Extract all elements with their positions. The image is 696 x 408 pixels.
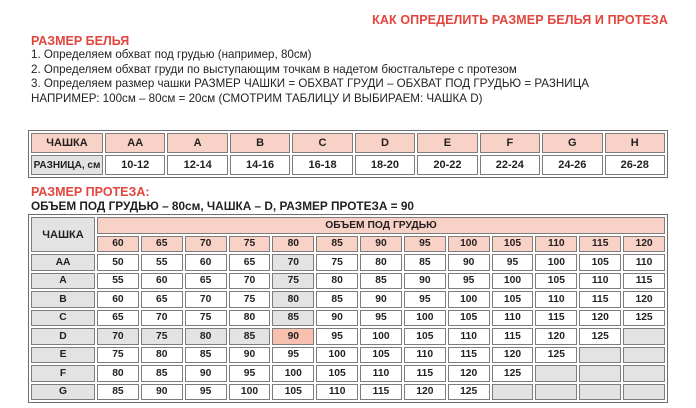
size-value-cell: 110 bbox=[623, 254, 665, 271]
difference-value-cell: 10-12 bbox=[105, 155, 165, 175]
size-value-cell: 105 bbox=[492, 291, 534, 308]
size-value-cell: 90 bbox=[141, 384, 183, 401]
size-value-cell: 105 bbox=[272, 384, 314, 401]
cup-table-header-cell: F bbox=[480, 133, 540, 153]
size-value-cell: 60 bbox=[141, 273, 183, 290]
size-value-cell: 115 bbox=[448, 347, 490, 364]
size-table-corner-cell: ЧАШКА bbox=[31, 217, 95, 252]
size-value-cell: 85 bbox=[360, 273, 402, 290]
size-table-row bbox=[31, 328, 665, 345]
size-value-cell: 50 bbox=[97, 254, 139, 271]
step-line-4: НАПРИМЕР: 100см – 80см = 20см (СМОТРИМ ТАБЛИЦУ И ВЫБИРАЕМ: ЧАШКА D) bbox=[31, 91, 483, 105]
difference-value-cell: 20-22 bbox=[417, 155, 477, 175]
size-value-cell: 65 bbox=[229, 254, 271, 271]
difference-value-cell: 18-20 bbox=[355, 155, 415, 175]
band-size-header-cell: 80 bbox=[272, 236, 314, 253]
cup-difference-table bbox=[28, 130, 668, 178]
page-title: КАК ОПРЕДЕЛИТЬ РАЗМЕР БЕЛЬЯ И ПРОТЕЗА bbox=[372, 13, 668, 27]
size-value-cell: 75 bbox=[185, 310, 227, 327]
size-value-cell: 80 bbox=[141, 347, 183, 364]
size-value-cell: 100 bbox=[360, 328, 402, 345]
cup-row-label: B bbox=[31, 291, 95, 308]
step-line-1: 1. Определяем обхват под грудью (например, 80см) bbox=[31, 48, 312, 61]
cup-table-header-cell: E bbox=[417, 133, 477, 153]
size-value-cell bbox=[579, 347, 621, 364]
cup-row-label: E bbox=[31, 347, 95, 364]
size-value-cell: 110 bbox=[360, 365, 402, 382]
difference-value-cell: 26-28 bbox=[605, 155, 666, 175]
size-value-cell: 80 bbox=[185, 328, 227, 345]
size-value-cell: 125 bbox=[535, 347, 577, 364]
size-value-cell: 65 bbox=[141, 291, 183, 308]
prosthesis-size-table bbox=[28, 214, 668, 403]
size-value-cell: 100 bbox=[535, 254, 577, 271]
band-size-header-cell: 115 bbox=[579, 236, 621, 253]
size-value-cell: 105 bbox=[535, 273, 577, 290]
band-size-header-cell: 100 bbox=[448, 236, 490, 253]
size-table-row bbox=[31, 310, 665, 327]
size-value-cell: 95 bbox=[272, 347, 314, 364]
size-table-row bbox=[31, 273, 665, 290]
size-value-cell: 80 bbox=[229, 310, 271, 327]
prosthesis-example-line: ОБЪЕМ ПОД ГРУДЬЮ – 80см, ЧАШКА – D, РАЗМЕР ПРОТЕЗА = 90 bbox=[31, 199, 414, 213]
size-value-cell bbox=[623, 384, 665, 401]
cup-table-header-cell: C bbox=[292, 133, 352, 153]
size-value-cell: 120 bbox=[448, 365, 490, 382]
size-value-cell: 95 bbox=[316, 328, 358, 345]
size-value-cell: 115 bbox=[360, 384, 402, 401]
prosthesis-section-heading: РАЗМЕР ПРОТЕЗА: bbox=[31, 185, 150, 199]
size-value-cell: 100 bbox=[272, 365, 314, 382]
size-value-cell: 115 bbox=[579, 291, 621, 308]
size-value-cell: 110 bbox=[535, 291, 577, 308]
size-value-cell: 85 bbox=[316, 291, 358, 308]
size-value-cell: 70 bbox=[272, 254, 314, 271]
size-value-cell: 95 bbox=[492, 254, 534, 271]
size-value-cell bbox=[535, 365, 577, 382]
size-value-cell: 55 bbox=[97, 273, 139, 290]
cup-table-corner-cell: ЧАШКА bbox=[31, 133, 103, 153]
band-size-header-cell: 110 bbox=[535, 236, 577, 253]
step-line-2: 2. Определяем обхват груди по выступающим точкам в надетом бюстгальтере с протезом bbox=[31, 62, 517, 76]
underwear-section-heading: РАЗМЕР БЕЛЬЯ bbox=[31, 34, 130, 48]
size-value-cell: 70 bbox=[141, 310, 183, 327]
size-value-cell: 105 bbox=[316, 365, 358, 382]
cup-table-header-cell: A bbox=[167, 133, 227, 153]
size-value-cell: 125 bbox=[623, 310, 665, 327]
size-value-cell: 90 bbox=[404, 273, 446, 290]
size-value-cell bbox=[492, 384, 534, 401]
difference-value-cell: 16-18 bbox=[292, 155, 352, 175]
size-value-cell bbox=[579, 384, 621, 401]
size-value-cell bbox=[623, 365, 665, 382]
difference-value-cell: 14-16 bbox=[230, 155, 290, 175]
size-value-cell: 80 bbox=[272, 291, 314, 308]
size-value-cell: 75 bbox=[141, 328, 183, 345]
size-value-cell bbox=[623, 347, 665, 364]
size-value-cell: 95 bbox=[229, 365, 271, 382]
size-value-cell: 100 bbox=[448, 291, 490, 308]
cup-row-label: AA bbox=[31, 254, 95, 271]
size-value-cell: 55 bbox=[141, 254, 183, 271]
size-value-cell: 75 bbox=[272, 273, 314, 290]
step-line-3: 3. Определяем размер чашки РАЗМЕР ЧАШКИ = ОБХВАТ ГРУДИ – ОБХВАТ ПОД ГРУДЬЮ = РАЗНИЦА bbox=[31, 77, 589, 91]
size-value-cell: 60 bbox=[185, 254, 227, 271]
highlighted-size-cell: 90 bbox=[272, 328, 314, 345]
band-size-header-cell: 95 bbox=[404, 236, 446, 253]
size-table-row bbox=[31, 254, 665, 271]
size-value-cell: 105 bbox=[360, 347, 402, 364]
size-value-cell: 110 bbox=[492, 310, 534, 327]
size-value-cell: 120 bbox=[535, 328, 577, 345]
size-value-cell: 125 bbox=[448, 384, 490, 401]
size-table-row bbox=[31, 384, 665, 401]
size-value-cell: 65 bbox=[185, 273, 227, 290]
size-value-cell: 90 bbox=[185, 365, 227, 382]
cup-table-header-cell: H bbox=[605, 133, 666, 153]
size-value-cell: 125 bbox=[492, 365, 534, 382]
size-value-cell: 115 bbox=[535, 310, 577, 327]
size-value-cell: 120 bbox=[404, 384, 446, 401]
size-value-cell: 90 bbox=[316, 310, 358, 327]
size-value-cell: 95 bbox=[185, 384, 227, 401]
size-value-cell: 70 bbox=[97, 328, 139, 345]
size-value-cell: 105 bbox=[579, 254, 621, 271]
size-value-cell bbox=[623, 328, 665, 345]
size-value-cell: 110 bbox=[316, 384, 358, 401]
size-value-cell: 70 bbox=[185, 291, 227, 308]
band-size-header-cell: 60 bbox=[97, 236, 139, 253]
size-value-cell: 115 bbox=[492, 328, 534, 345]
cup-row-label: G bbox=[31, 384, 95, 401]
difference-value-cell: 22-24 bbox=[480, 155, 540, 175]
difference-value-cell: 24-26 bbox=[542, 155, 602, 175]
size-value-cell: 115 bbox=[623, 273, 665, 290]
cup-table-header-cell: B bbox=[230, 133, 290, 153]
size-table-row bbox=[31, 365, 665, 382]
size-table-row bbox=[31, 347, 665, 364]
cup-row-label: F bbox=[31, 365, 95, 382]
size-value-cell: 110 bbox=[448, 328, 490, 345]
difference-value-cell: 12-14 bbox=[167, 155, 227, 175]
size-value-cell: 85 bbox=[272, 310, 314, 327]
size-value-cell: 115 bbox=[404, 365, 446, 382]
size-value-cell: 60 bbox=[97, 291, 139, 308]
cup-row-label: C bbox=[31, 310, 95, 327]
size-value-cell: 85 bbox=[97, 384, 139, 401]
size-value-cell bbox=[579, 365, 621, 382]
size-value-cell: 90 bbox=[229, 347, 271, 364]
size-value-cell: 75 bbox=[316, 254, 358, 271]
size-value-cell: 120 bbox=[492, 347, 534, 364]
size-value-cell: 120 bbox=[623, 291, 665, 308]
band-size-header-cell: 75 bbox=[229, 236, 271, 253]
size-value-cell: 80 bbox=[97, 365, 139, 382]
size-value-cell: 105 bbox=[404, 328, 446, 345]
band-size-header-cell: 65 bbox=[141, 236, 183, 253]
size-value-cell: 100 bbox=[229, 384, 271, 401]
size-value-cell: 120 bbox=[579, 310, 621, 327]
size-value-cell: 95 bbox=[404, 291, 446, 308]
size-value-cell: 100 bbox=[492, 273, 534, 290]
size-value-cell: 95 bbox=[360, 310, 402, 327]
band-size-header-cell: 105 bbox=[492, 236, 534, 253]
size-value-cell: 85 bbox=[404, 254, 446, 271]
size-value-cell: 105 bbox=[448, 310, 490, 327]
size-value-cell: 110 bbox=[579, 273, 621, 290]
cup-table-header-cell: D bbox=[355, 133, 415, 153]
size-value-cell: 85 bbox=[185, 347, 227, 364]
band-size-header-cell: 70 bbox=[185, 236, 227, 253]
cup-row-label: D bbox=[31, 328, 95, 345]
size-value-cell: 95 bbox=[448, 273, 490, 290]
cup-table-header-cell: G bbox=[542, 133, 602, 153]
size-value-cell: 80 bbox=[360, 254, 402, 271]
size-value-cell: 90 bbox=[448, 254, 490, 271]
size-value-cell: 85 bbox=[141, 365, 183, 382]
underwear-steps bbox=[31, 48, 589, 106]
size-value-cell: 110 bbox=[404, 347, 446, 364]
size-value-cell: 75 bbox=[229, 291, 271, 308]
band-size-header-cell: 85 bbox=[316, 236, 358, 253]
cup-table-header-cell: AA bbox=[105, 133, 165, 153]
size-value-cell: 80 bbox=[316, 273, 358, 290]
band-header-cell: ОБЪЕМ ПОД ГРУДЬЮ bbox=[97, 217, 665, 234]
size-value-cell: 100 bbox=[316, 347, 358, 364]
size-value-cell: 75 bbox=[97, 347, 139, 364]
cup-row-label: A bbox=[31, 273, 95, 290]
size-table-row bbox=[31, 291, 665, 308]
band-size-header-cell: 120 bbox=[623, 236, 665, 253]
size-value-cell: 90 bbox=[360, 291, 402, 308]
difference-row-label: РАЗНИЦА, см bbox=[31, 155, 103, 175]
size-value-cell: 65 bbox=[97, 310, 139, 327]
band-size-header-cell: 90 bbox=[360, 236, 402, 253]
size-value-cell: 125 bbox=[579, 328, 621, 345]
size-value-cell: 85 bbox=[229, 328, 271, 345]
size-value-cell: 70 bbox=[229, 273, 271, 290]
size-value-cell: 100 bbox=[404, 310, 446, 327]
size-value-cell bbox=[535, 384, 577, 401]
